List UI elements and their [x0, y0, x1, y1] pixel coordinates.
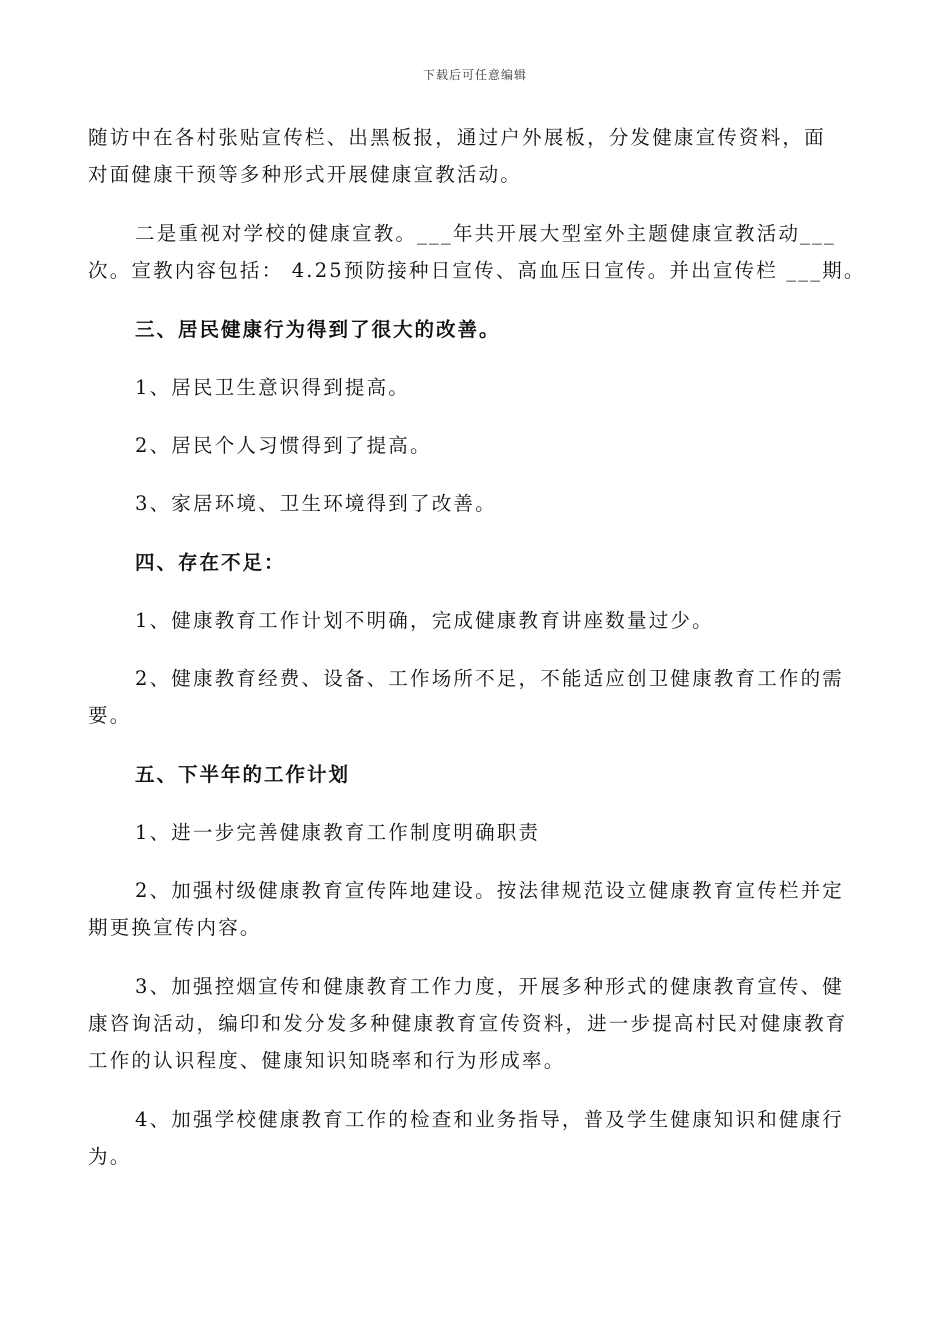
- list-item-continuation: 要。: [88, 704, 132, 727]
- section-heading-3: 三、居民健康行为得到了很大的改善。: [135, 318, 501, 341]
- list-item-continuation: 康咨询活动，编印和发分发多种健康教育宣传资料，进一步提高村民对健康教育: [88, 1012, 848, 1035]
- page-header-note: 下载后可任意编辑: [422, 68, 527, 82]
- list-item-continuation: 期更换宣传内容。: [88, 916, 262, 939]
- list-item: 1、居民卫生意识得到提高。: [135, 376, 411, 399]
- list-item-continuation: 工作的认识程度、健康知识知晓率和行为形成率。: [88, 1049, 566, 1072]
- list-item: 2、健康教育经费、设备、工作场所不足，不能适应创卫健康教育工作的需: [135, 667, 845, 690]
- list-item: 2、居民个人习惯得到了提高。: [135, 434, 432, 457]
- list-item-continuation: 为。: [88, 1145, 132, 1168]
- list-item: 1、健康教育工作计划不明确，完成健康教育讲座数量过少。: [135, 609, 714, 632]
- list-item: 3、加强控烟宣传和健康教育工作力度，开展多种形式的健康教育宣传、健: [135, 975, 845, 998]
- list-item: 4、加强学校健康教育工作的检查和业务指导，普及学生健康知识和健康行: [135, 1108, 845, 1131]
- paragraph-line: 次。宣教内容包括： 4.25预防接种日宣传、高血压日宣传。并出宣传栏 ___期。: [88, 259, 866, 282]
- paragraph-line: 对面健康干预等多种形式开展健康宣教活动。: [88, 163, 523, 186]
- section-heading-5: 五、下半年的工作计划: [135, 763, 351, 786]
- list-item: 2、加强村级健康教育宣传阵地建设。按法律规范设立健康教育宣传栏并定: [135, 879, 845, 902]
- paragraph-line: 随访中在各村张贴宣传栏、出黑板报，通过户外展板，分发健康宣传资料，面: [88, 126, 826, 149]
- list-item: 3、家居环境、卫生环境得到了改善。: [135, 492, 497, 515]
- paragraph-line: 二是重视对学校的健康宣教。___年共开展大型室外主题健康宣教活动___: [135, 222, 837, 245]
- list-item: 1、进一步完善健康教育工作制度明确职责: [135, 821, 541, 844]
- section-heading-4: 四、存在不足：: [135, 551, 286, 574]
